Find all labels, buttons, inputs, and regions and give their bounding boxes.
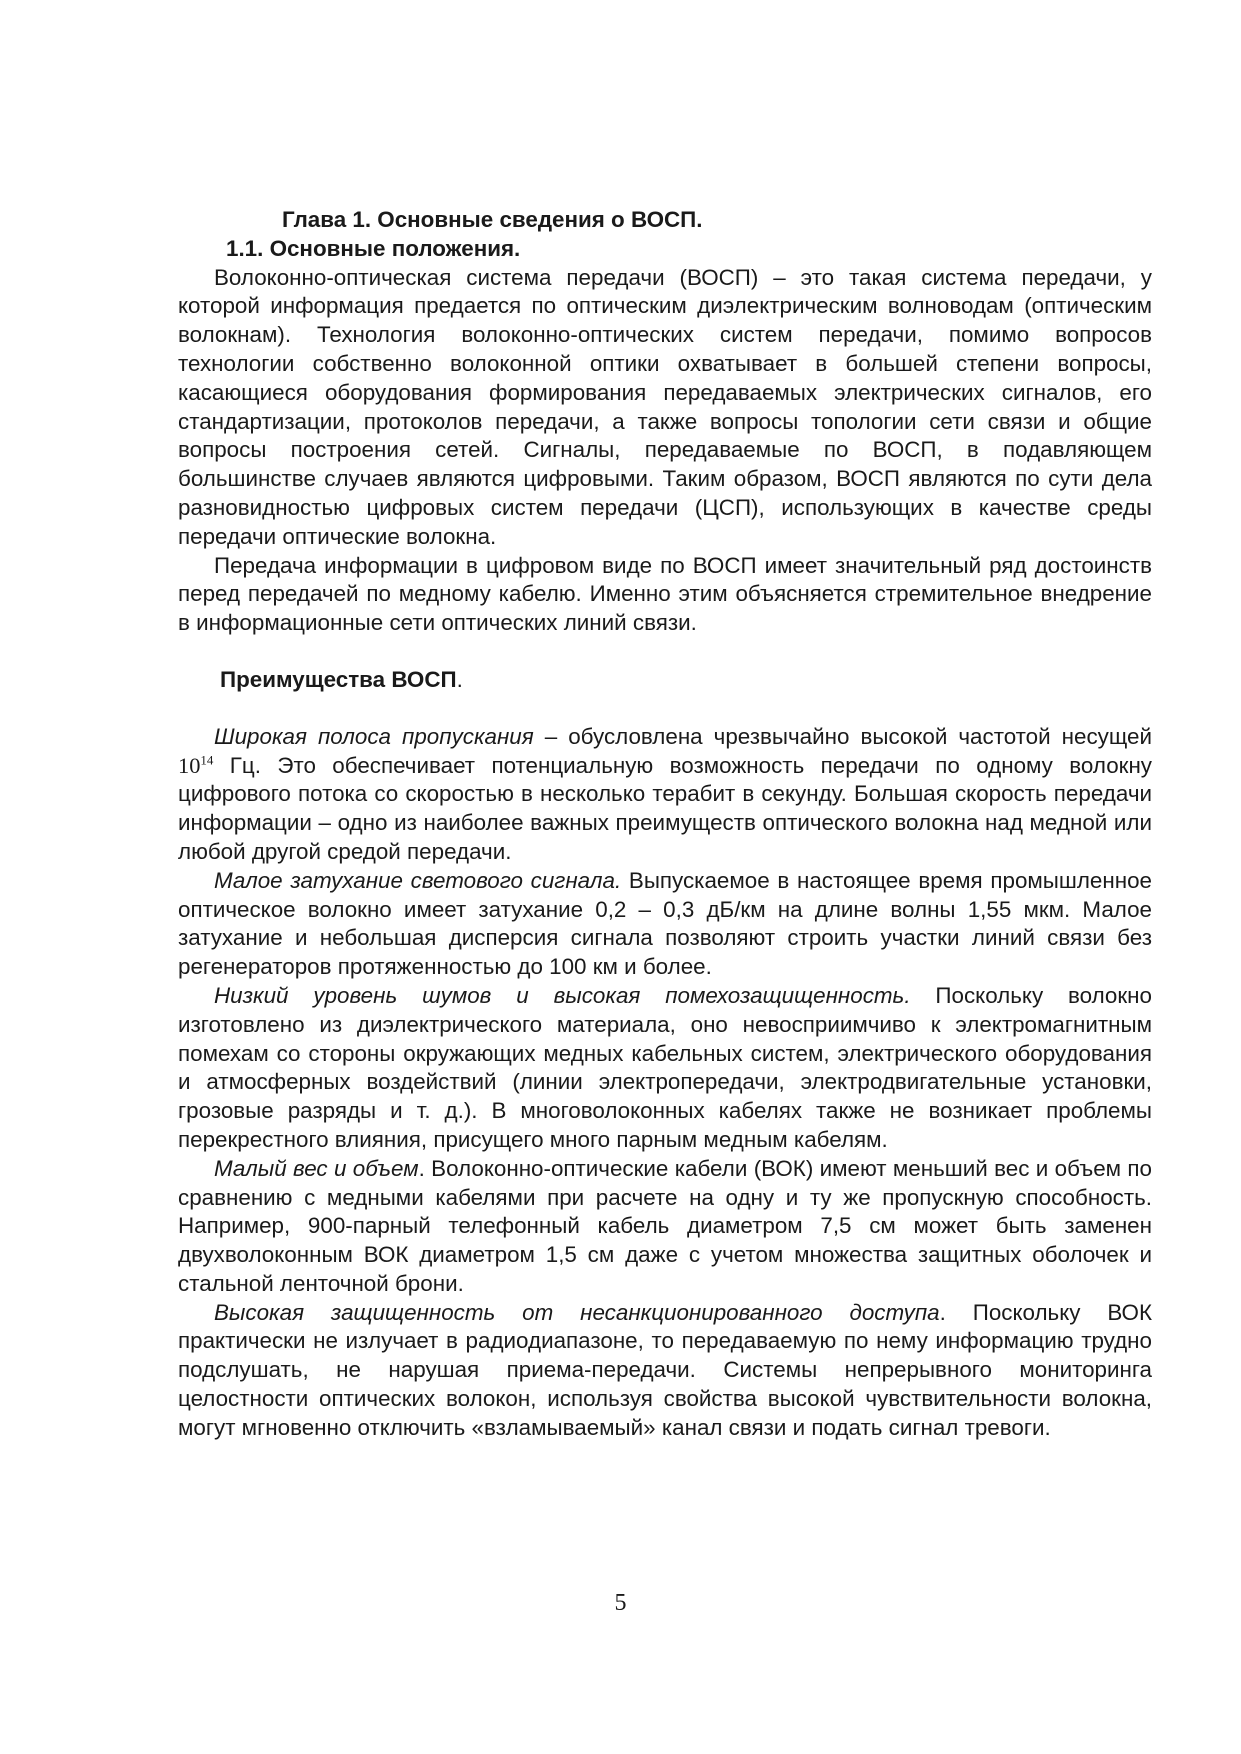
intro-paragraph-2: Передача информации в цифровом виде по ВОСП имеет значительный ряд достоинств перед передачей по медному кабелю. Именно этим объясняется стремительное внедрение в информационные сети оптических линий связи. xyxy=(178,552,1152,636)
document-page xyxy=(178,206,1152,1443)
spacer xyxy=(178,695,1152,723)
advantage-weight-lead: Малый вес и объем xyxy=(214,1155,419,1181)
advantage-weight-text: . Волоконно-оптические кабели (ВОК) имеют меньший вес и объем по сравнению с медными кабелями при расчете на одну и ту же пропускную способность. Например, 900-парный телефонный кабель диаметром 7,5 см может быть заменен двухволоконным ВОК диаметром 1,5 см даже с учетом множества защитных оболочек и стальной ленточной брони. xyxy=(178,1155,1152,1296)
advantages-title-suffix: . xyxy=(456,666,463,692)
advantage-attenuation xyxy=(178,867,1152,982)
power-exponent: 14 xyxy=(200,752,214,768)
advantage-bandwidth-text-2: Гц. Это обеспечивает потенциальную возможность передачи по одному волокну цифрового потока со скоростью в несколько терабит в секунду. Большая скорость передачи информации – одно из наиболее важных преимуществ оптического волокна над медной или любой другой средой передачи. xyxy=(178,752,1152,864)
advantage-bandwidth-text-1: – обусловлена чрезвычайно высокой частотой несущей xyxy=(533,723,1152,749)
page-number: 5 xyxy=(614,1590,627,1616)
power-base: 10 xyxy=(178,752,201,778)
advantage-security-lead: Высокая защищенность от несанкционированного доступа xyxy=(214,1299,940,1325)
advantages-heading xyxy=(220,666,1152,695)
advantages-title: Преимущества ВОСП xyxy=(220,666,457,692)
advantage-noise-lead: Низкий уровень шумов и высокая помехозащищенность. xyxy=(214,982,911,1008)
intro-paragraph-1: Волоконно-оптическая система передачи (ВОСП) – это такая система передачи, у которой информация предается по оптическим диэлектрическим волноводам (оптическим волокнам). Технология волоконно-оптических систем передачи, помимо вопросов технологии собственно волоконной оптики охватывает в большей степени вопросы, касающиеся оборудования формирования передаваемых электрических сигналов, его стандартизации, протоколов передачи, а также вопросы топологии сети связи и общие вопросы построения сетей. Сигналы, передаваемые по ВОСП, в подавляющем большинстве случаев являются цифровыми. Таким образом, ВОСП являются по сути дела разновидностью цифровых систем передачи (ЦСП), использующих в качестве среды передачи оптические волокна. xyxy=(178,264,1152,549)
advantage-bandwidth xyxy=(178,723,1152,867)
section-title: 1.1. Основные положения. xyxy=(226,235,521,261)
chapter-title: Глава 1. Основные сведения о ВОСП. xyxy=(282,207,703,232)
advantage-weight xyxy=(178,1155,1152,1299)
advantage-noise xyxy=(178,982,1152,1155)
advantage-security xyxy=(178,1299,1152,1443)
advantage-bandwidth-lead: Широкая полоса пропускания xyxy=(214,723,534,749)
advantage-security-text: . Поскольку ВОК практически не излучает в радиодиапазоне, то передаваемую по нему информацию трудно подслушать, не нарушая приема-передачи. Системы непрерывного мониторинга целостности оптических волокон, используя свойства высокой чувствительности волокна, могут мгновенно отключить «взламываемый» канал связи и подать сигнал тревоги. xyxy=(178,1299,1152,1440)
advantage-attenuation-lead: Малое затухание светового сигнала. xyxy=(214,867,622,893)
advantage-attenuation-text: Выпускаемое в настоящее время промышленное оптическое волокно имеет затухание 0,2 – 0,3 дБ/км на длине волны 1,55 мкм. Малое затухание и небольшая дисперсия сигнала позволяют строить участки линий связи без регенераторов протяженностью до 100 км и более. xyxy=(178,867,1152,980)
advantage-noise-text: Поскольку волокно изготовлено из диэлектрического материала, оно невосприимчиво к электромагнитным помехам со стороны окружающих медных кабельных систем, электрического оборудования и атмосферных воздействий (линии электропередачи, электродвигательные установки, грозовые разряды и т. д.). В многоволоконных кабелях также не возникает проблемы перекрестного влияния, присущего много парным медным кабелям. xyxy=(178,982,1153,1152)
